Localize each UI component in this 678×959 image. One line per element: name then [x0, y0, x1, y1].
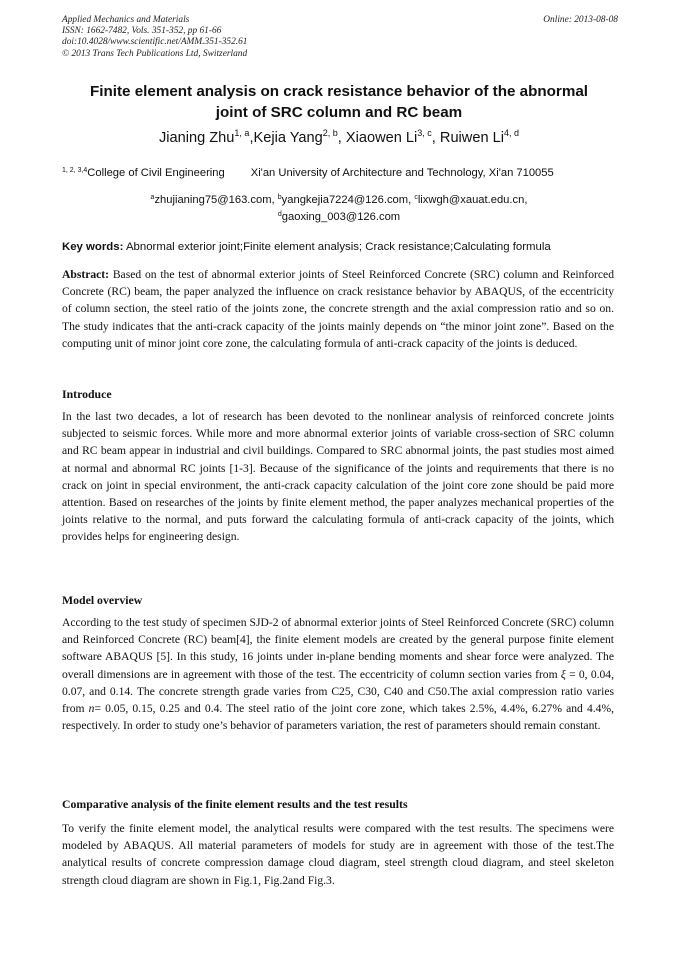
author-name: Ruiwen Li — [439, 130, 504, 146]
section-heading-introduce: Introduce — [62, 387, 112, 401]
email-link[interactable]: zhujianing75@163.com, — [154, 194, 275, 206]
xi-symbol: ξ — [560, 667, 566, 681]
comparative-paragraph: To verify the finite element model, the analytical results were compared with the test results. The specimens were modeled by ABAQUS. All material parameters of models for study are in agreement with those of the test.The analytical results of concrete compression damage cloud diagram, steel strength cloud diagram, and steel skeleton strength cloud diagram are shown in Fig.1, Fig.2and Fig.3. — [62, 822, 614, 887]
affiliation-college: College of Civil Engineering — [87, 167, 225, 179]
author-emails — [62, 192, 616, 225]
author-sep: , — [431, 130, 440, 146]
keywords-text: Abnormal exterior joint;Finite element analysis; Crack resistance;Calculating formula — [125, 241, 551, 253]
abstract-text: Based on the test of abnormal exterior joints of Steel Reinforced Concrete (SRC) column and Reinforced Concrete (RC) beam, the paper analyzed the influence on crack resistance behavior by ABAQUS, of the eccentricity of column section, the steel ratio of the joints zone, the concrete strength and the axial compression ratio and so on. The study indicates that the anti-crack capacity of the joints mainly depends on “the minor joint zone”. Based on the computing unit of minor joint core zone, the calculating formula of anti-crack capacity of the joints is deduced. — [62, 268, 614, 350]
abstract — [62, 266, 614, 352]
email-sup: b — [277, 194, 282, 201]
email-line-1 — [62, 192, 616, 209]
title-line-2: joint of SRC column and RC beam — [215, 104, 463, 121]
model-text-2: = 0, 0.04, 0.07, and 0.14. The concrete strength grade varies from C25, C30, C40 and C50.The axial compression ratio varies from — [62, 667, 615, 716]
affiliation-university: Xi'an University of Architecture and Technology, Xi'an 710055 — [250, 167, 554, 179]
model-text-1: According to the test study of specimen SJD-2 of abnormal exterior joints of Steel Reinforced Concrete (SRC) column and Reinforced Concrete (RC) beam[4], the finite element models are created by the general purpose finite element software ABAQUS [5]. In this study, 16 joints under in-plane bending moments and shear force were analyzed. The overall dimensions are in agreement with those of the test. The eccentricity of column section varies from — [62, 616, 614, 681]
email-sup: c — [414, 194, 418, 201]
doi: doi:10.4028/www.scientific.net/AMM.351-352.61 — [62, 37, 248, 48]
model-text-3: = 0.05, 0.15, 0.25 and 0.4. The steel ratio of the joint core zone, which takes 2.5%, 4.4%, 6.27% and 4.4%, respectively. In order to study one’s behavior of parameters variation, the rest of parameters should remain constant. — [62, 702, 614, 733]
author-name: Xiaowen Li — [345, 130, 418, 146]
section-heading-model: Model overview — [62, 593, 143, 607]
paper-title — [62, 81, 616, 123]
affiliation-sup: 1, 2, 3,4 — [62, 167, 88, 174]
author-sup: 2, b — [322, 128, 338, 138]
abstract-label: Abstract: — [62, 268, 110, 281]
copyright: © 2013 Trans Tech Publications Ltd, Switzerland — [62, 48, 248, 59]
email-link[interactable]: yangkejia7224@126.com, — [281, 194, 412, 206]
journal-header — [62, 15, 618, 60]
introduce-paragraph: In the last two decades, a lot of research has been devoted to the nonlinear analysis of reinforced concrete joints subjected to seismic forces. While more and more abnormal exterior joints of variable cross-section of SRC column and RC beam appear in industrial and civil buildings. Compared to SRC abnormal joints, the past studies most aimed at normal and abnormal RC joints [1-3]. Because of the significance of the joints and requirements that there is no crack on joint in special environment, the anti-crack capacity calculation of the joint core zone should be paid more attention. Based on researches of the joints by finite element method, the paper analyzes mechanical properties of the joints relative to the normal, and puts forward the calculating formula of anti-crack capacity of the joints, which provides helps for engineering design. — [62, 410, 614, 544]
keywords — [62, 240, 622, 255]
author-sup: 1, a — [234, 128, 250, 138]
email-line-2 — [62, 209, 616, 226]
email-sup: d — [277, 210, 282, 218]
n-symbol: n — [88, 702, 95, 716]
online-date: Online: 2013-08-08 — [543, 15, 618, 25]
keywords-label: Key words: — [62, 241, 124, 253]
author-sup: 3, c — [417, 128, 432, 138]
author-sep: , — [337, 130, 346, 146]
issn: ISSN: 1662-7482, Vols. 351-352, pp 61-66 — [62, 26, 222, 37]
email-link[interactable]: gaoxing_003@126.com — [281, 210, 401, 223]
affiliation — [62, 166, 622, 181]
title-line-1: Finite element analysis on crack resistance behavior of the abnormal — [90, 83, 588, 100]
model-paragraph — [62, 614, 614, 734]
email-sup: a — [150, 194, 155, 201]
journal-name: Applied Mechanics and Materials — [62, 15, 190, 25]
email-link[interactable]: lixwgh@xauat.edu.cn, — [417, 194, 528, 206]
author-name: Jianing Zhu — [158, 130, 235, 146]
section-heading-comparative: Comparative analysis of the finite element results and the test results — [62, 797, 408, 811]
author-sep: , — [249, 130, 254, 146]
author-list — [62, 128, 616, 148]
author-name: Kejia Yang — [253, 130, 323, 146]
author-sup: 4, d — [504, 128, 520, 138]
